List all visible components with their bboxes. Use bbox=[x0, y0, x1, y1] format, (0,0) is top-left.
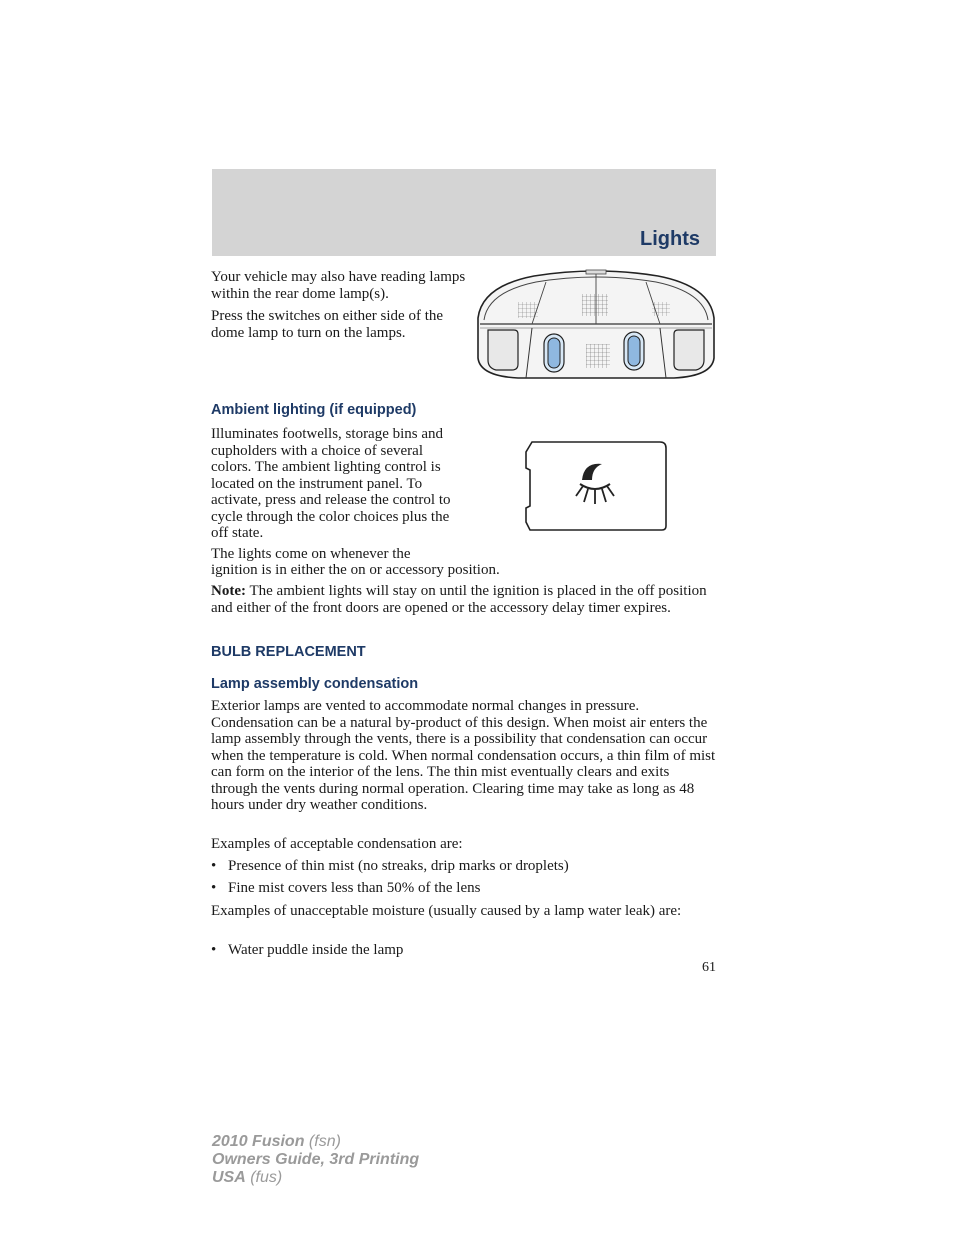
acceptable-intro: Examples of acceptable condensation are: bbox=[211, 836, 463, 852]
footer-line-3 bbox=[212, 1169, 419, 1187]
footer-model: 2010 Fusion bbox=[212, 1133, 305, 1150]
bullet-icon: • bbox=[211, 880, 217, 896]
list-item-text: Fine mist covers less than 50% of the lens bbox=[228, 880, 481, 896]
ambient-lights-on-line1: The lights come on whenever the bbox=[211, 546, 411, 562]
footer-market: USA bbox=[212, 1169, 246, 1186]
list-item-text: Water puddle inside the lamp bbox=[228, 942, 404, 958]
unacceptable-intro: Examples of unacceptable moisture (usually caused by a lamp water leak) are: bbox=[211, 903, 682, 919]
ambient-lighting-icon bbox=[522, 440, 668, 534]
lamp-condensation-heading: Lamp assembly condensation bbox=[211, 676, 419, 692]
footer-market-code: (fus) bbox=[245, 1169, 283, 1186]
intro-paragraph-2: Press the switches on either side of the dome lamp to turn on the lamps. bbox=[211, 308, 444, 341]
footer bbox=[212, 1133, 419, 1187]
list-item bbox=[211, 880, 480, 897]
footer-line-2 bbox=[212, 1151, 419, 1169]
ambient-note bbox=[211, 583, 711, 616]
list-item bbox=[211, 858, 569, 875]
ambient-paragraph: Illuminates footwells, storage bins and cupholders with a choice of several colors. The ambient lighting control is located on the instrument panel. To activate, press and release the control to cycle through the color choices plus the off state. bbox=[211, 426, 451, 541]
bulb-replacement-heading: BULB REPLACEMENT bbox=[211, 644, 366, 660]
footer-printing: Owners Guide, 3rd Printing bbox=[212, 1151, 420, 1168]
list-item bbox=[211, 942, 403, 959]
footer-line-1 bbox=[212, 1133, 419, 1151]
condensation-paragraph: Exterior lamps are vented to accommodate normal changes in pressure. Condensation can be a natural by-product of this design. When moist air enters the lamp assembly through the vents, there is a possibility that condensation can occur when the temperature is cold. When normal condensation occurs, a thin film of mist can form on the interior of the lens. The thin mist eventually clears and exits through the vents during normal operation. Clearing time may take as long as 48 hours under dry weather conditions. bbox=[211, 698, 716, 813]
note-text: The ambient lights will stay on until the ignition is placed in the off position and either of the front doors are opened or the accessory delay timer expires. bbox=[211, 583, 707, 616]
bullet-icon: • bbox=[211, 858, 217, 874]
intro-paragraph-1: Your vehicle may also have reading lamps within the rear dome lamp(s). bbox=[211, 269, 466, 302]
ambient-heading: Ambient lighting (if equipped) bbox=[211, 402, 417, 418]
list-item-text: Presence of thin mist (no streaks, drip marks or droplets) bbox=[228, 858, 569, 874]
page-number: 61 bbox=[702, 960, 716, 975]
header-band bbox=[212, 169, 716, 256]
section-title: Lights bbox=[640, 228, 700, 250]
footer-model-code: (fsn) bbox=[304, 1133, 341, 1150]
bullet-icon: • bbox=[211, 942, 217, 958]
dome-lamp-illustration bbox=[474, 268, 718, 382]
ambient-lights-on-line2: ignition is in either the on or accessory position. bbox=[211, 562, 500, 578]
note-label: Note: bbox=[211, 583, 246, 599]
